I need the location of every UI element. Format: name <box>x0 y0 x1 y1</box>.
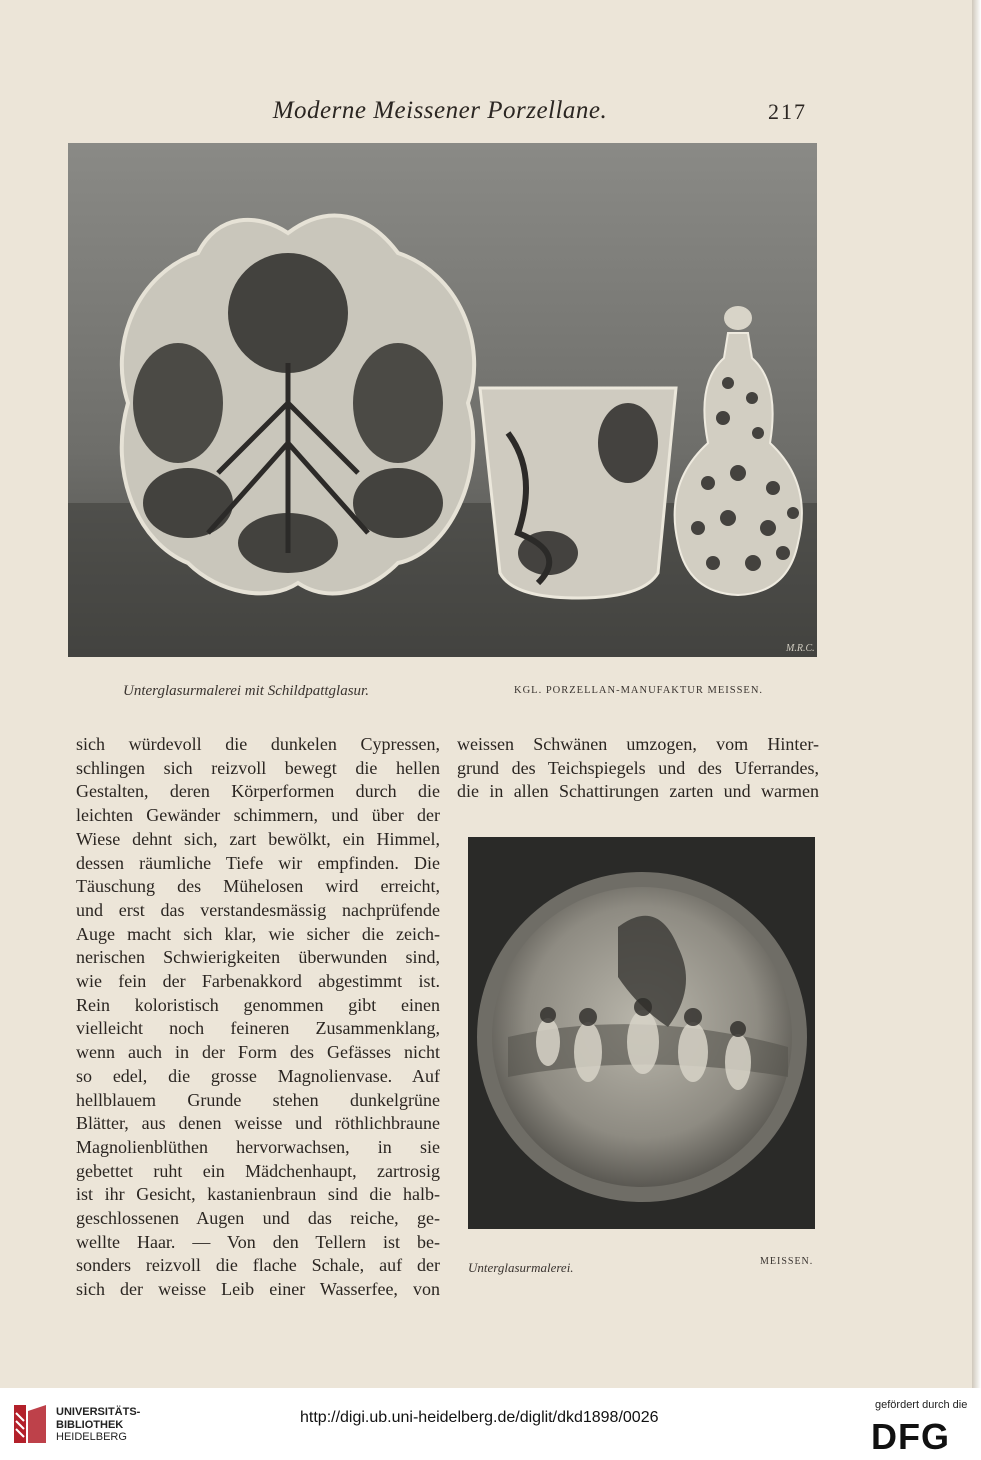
text-line: Rein koloristisch genommen gibt einen <box>76 994 440 1015</box>
figure-plate-credit: MEISSEN. <box>760 1256 814 1267</box>
text-line: sich würdevoll die dunkelen Cypressen, <box>76 734 440 754</box>
page-number: 217 <box>768 99 807 124</box>
figure-plate-caption: Unterglasurmalerei. <box>468 1260 574 1275</box>
library-name <box>56 1406 140 1444</box>
funding-note: gefördert durch die <box>875 1399 968 1411</box>
figure-top-credit: KGL. PORZELLAN-MANUFAKTUR MEISSEN. <box>514 685 764 696</box>
dfg-logo: DFG <box>871 1416 950 1457</box>
text-line: vielleicht noch feineren Zusammenklang, <box>76 1018 440 1039</box>
text-line: die in allen Schattirungen zarten und warmen <box>457 781 819 802</box>
figure-top-caption: Unterglasurmalerei mit Schildpattglasur. <box>123 683 369 699</box>
text-line: schlingen sich reizvoll bewegt die hellen <box>76 757 440 778</box>
text-line: gebettet ruht ein Mädchenhaupt, zartrosig <box>76 1160 440 1181</box>
library-name-line: UNIVERSITÄTS- <box>56 1406 141 1418</box>
text-line: sonders reizvoll die flache Schale, auf der <box>76 1255 440 1276</box>
text-column-left <box>76 733 440 1302</box>
text-line: wellte Haar. — Von den Tellern ist be- <box>76 1231 440 1252</box>
page-edge <box>972 0 981 1388</box>
text-line: Gestalten, deren Körperformen durch die <box>76 781 440 802</box>
text-line: nerischen Schwierigkeiten überwunden sind, <box>76 947 440 968</box>
text-line: wenn auch in der Form des Gefässes nicht <box>76 1042 440 1063</box>
text-line: weissen Schwänen umzogen, vom Hinter- <box>457 734 819 754</box>
text-line: geschlossenen Augen und das reiche, ge- <box>76 1208 440 1229</box>
running-title: Moderne Meissener Porzellane. <box>272 97 608 124</box>
text-line: grund des Teichspiegels und des Uferrandes, <box>457 757 819 778</box>
text-line: Täuschung des Mühelosen wird erreicht, <box>76 876 440 897</box>
text-line: so edel, die grosse Magnolienvase. Auf <box>76 1065 440 1086</box>
plate-illustration <box>468 837 815 1229</box>
text-column-right <box>457 733 819 804</box>
porcelain-illustration <box>68 143 817 657</box>
source-url-link[interactable]: http://digi.ub.uni-heidelberg.de/diglit/dkd1898/0026 <box>300 1409 659 1426</box>
library-name-line: HEIDELBERG <box>56 1431 127 1443</box>
text-line: Blätter, aus denen weisse und röthlichbraune <box>76 1113 440 1134</box>
text-line: Auge macht sich klar, wie sicher die zeich- <box>76 923 440 944</box>
text-line: leichten Gewänder schimmern, und über der <box>76 805 440 826</box>
library-name-line: BIBLIOTHEK <box>56 1418 124 1431</box>
text-line: ist ihr Gesicht, kastanienbraun sind die halb- <box>76 1184 440 1205</box>
text-line: Wiese dehnt sich, zart bewölkt, ein Himmel, <box>76 828 440 849</box>
vase-lid <box>724 306 752 330</box>
porcelain-photograph <box>68 143 817 657</box>
text-line: dessen räumliche Tiefe wir empfinden. Die <box>76 852 440 873</box>
university-library-logo-icon <box>10 1401 50 1447</box>
photo-monogram: M.R.C. <box>786 643 815 654</box>
text-line: und erst das verstandesmässig nachprüfende <box>76 899 440 920</box>
text-line: wie fein der Farbenakkord abgestimmt ist. <box>76 971 440 992</box>
text-line: sich der weisse Leib einer Wasserfee, von <box>76 1279 440 1300</box>
text-line: hellblauem Grunde stehen dunkelgrüne <box>76 1089 440 1110</box>
plate-photograph <box>468 837 815 1229</box>
text-line: Magnolienblüthen hervorwachsen, in sie <box>76 1136 440 1157</box>
